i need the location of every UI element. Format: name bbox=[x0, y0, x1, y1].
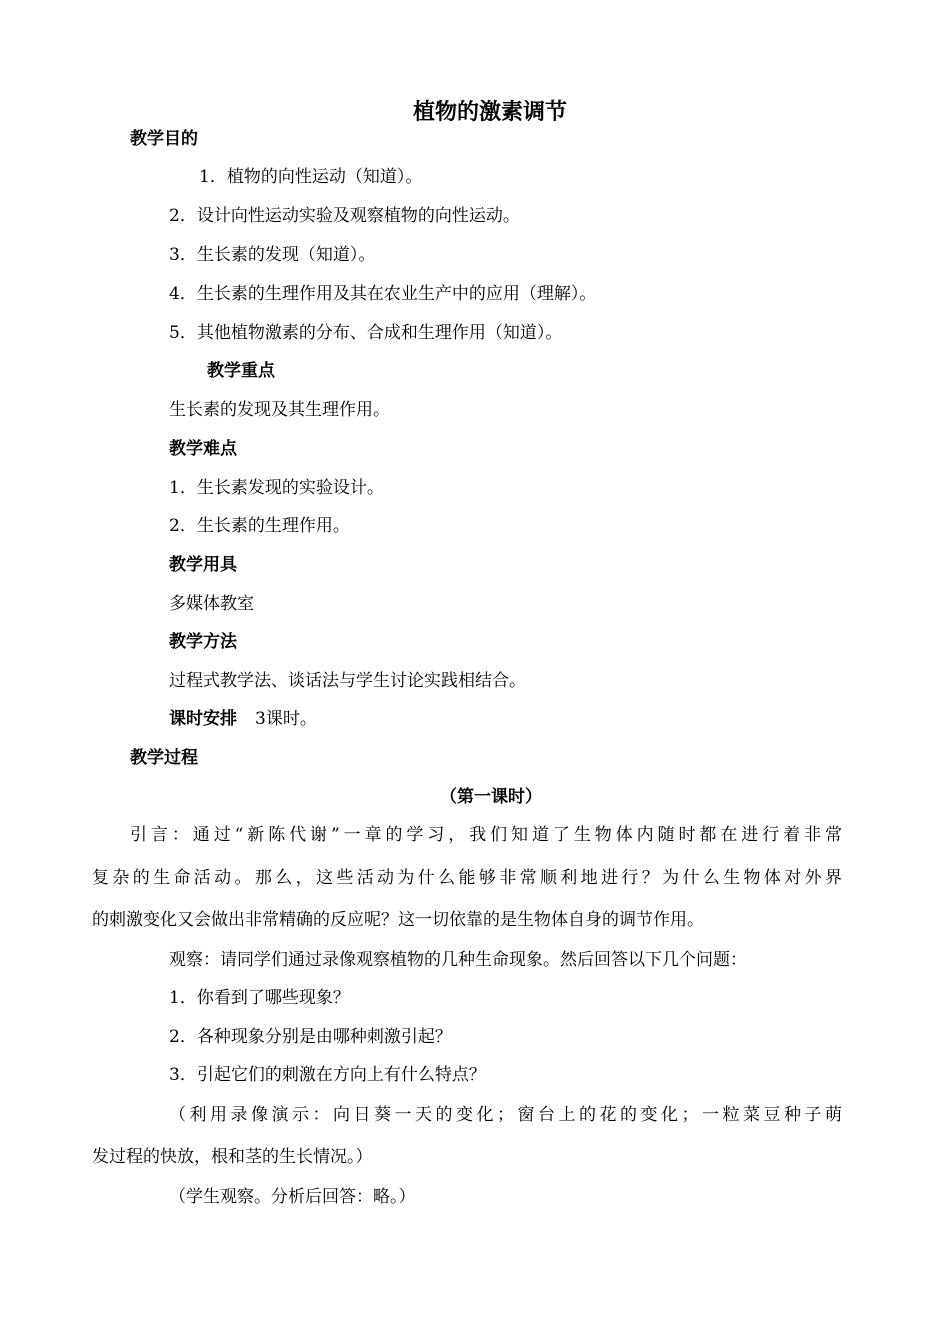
observe-text: 观察：请同学们通过录像观察植物的几种生命现象。然后回答以下几个问题： bbox=[169, 950, 747, 970]
difficulties-heading: 教学难点 bbox=[169, 439, 237, 459]
tools-text: 多媒体教室 bbox=[169, 594, 254, 614]
intro-line: 复杂的生命活动。那么，这些活动为什么能够非常顺利地进行？为什么生物体对外界 bbox=[92, 868, 842, 888]
methods-heading: 教学方法 bbox=[169, 632, 237, 652]
student-text: （学生观察。分析后回答：略。） bbox=[169, 1187, 416, 1207]
schedule-heading: 课时安排 bbox=[169, 709, 237, 729]
video-line: 发过程的快放，根和茎的生长情况。） bbox=[92, 1147, 373, 1167]
schedule-text: 3课时。 bbox=[255, 709, 317, 729]
schedule-row bbox=[169, 708, 317, 730]
objective-item: 2．设计向性运动实验及观察植物的向性运动。 bbox=[169, 206, 520, 226]
intro-line: 引言：通过“新陈代谢”一章的学习，我们知道了生物体内随时都在进行着非常 bbox=[130, 825, 842, 845]
difficulty-item: 2．生长素的生理作用。 bbox=[169, 516, 350, 536]
video-line: （利用录像演示：向日葵一天的变化；窗台上的花的变化；一粒菜豆种子萌 bbox=[169, 1105, 842, 1125]
key-points-text: 生长素的发现及其生理作用。 bbox=[169, 400, 390, 420]
question-item: 1．你看到了哪些现象？ bbox=[169, 988, 350, 1008]
question-item: 2．各种现象分别是由哪种刺激引起？ bbox=[169, 1027, 452, 1047]
intro-line: 的刺激变化又会做出非常精确的反应呢？这一切依靠的是生物体自身的调节作用。 bbox=[92, 910, 704, 930]
document-title: 植物的激素调节 bbox=[413, 100, 568, 125]
question-item: 3．引起它们的刺激在方向上有什么特点？ bbox=[169, 1065, 486, 1085]
difficulty-item: 1．生长素发现的实验设计。 bbox=[169, 478, 384, 498]
objective-item: 4．生长素的生理作用及其在农业生产中的应用（理解）。 bbox=[169, 284, 597, 304]
tools-heading: 教学用具 bbox=[169, 555, 237, 575]
objective-item: 5．其他植物激素的分布、合成和生理作用（知道）。 bbox=[169, 323, 563, 343]
process-heading: 教学过程 bbox=[130, 748, 198, 768]
methods-text: 过程式教学法、谈话法与学生讨论实践相结合。 bbox=[169, 671, 526, 691]
objective-item: 1．植物的向性运动（知道）。 bbox=[199, 167, 423, 187]
key-points-heading: 教学重点 bbox=[207, 361, 275, 381]
lesson-title: （第一课时） bbox=[440, 787, 542, 807]
objective-item: 3．生长素的发现（知道）。 bbox=[169, 245, 376, 265]
objectives-heading: 教学目的 bbox=[130, 129, 198, 149]
